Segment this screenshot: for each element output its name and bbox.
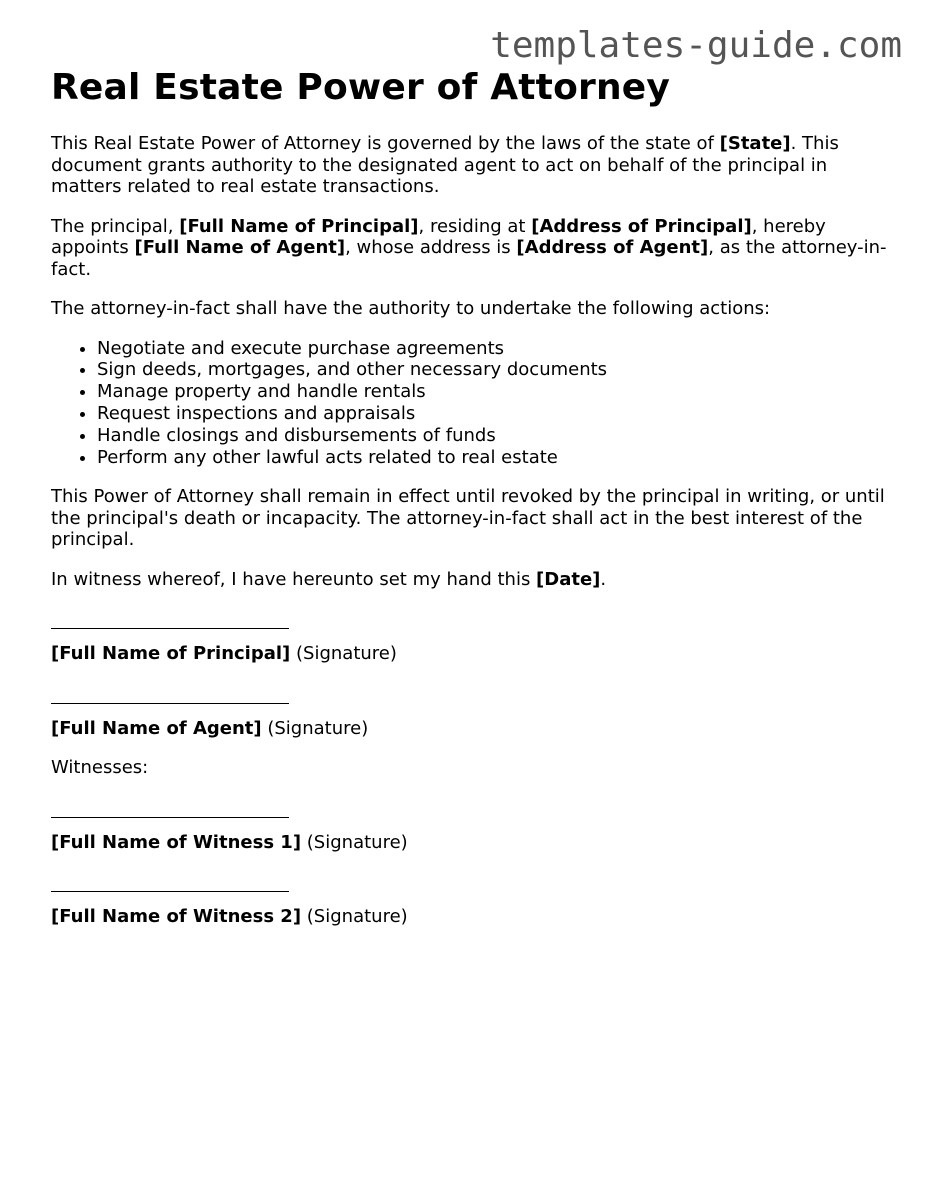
witness-clause-text-2: . [600, 568, 607, 590]
intro-text-1: This Real Estate Power of Attorney is governed by the laws of the state of [51, 133, 720, 155]
witness1-signature-label [51, 832, 891, 854]
principal-signature-line[interactable] [51, 628, 289, 629]
signature-suffix: (Signature) [290, 643, 397, 665]
list-item: • Manage property and handle rentals [97, 381, 891, 403]
authority-intro: The attorney-in-fact shall have the authority to undertake the following actions: [51, 298, 771, 320]
signature-suffix: (Signature) [301, 906, 408, 928]
witness-clause [51, 569, 891, 591]
witness2-signature-label [51, 906, 891, 928]
appointment-paragraph [51, 216, 891, 281]
agent-signature-line[interactable] [51, 703, 289, 704]
appointment-text-5: , as the attorney-in-fact. [51, 237, 887, 280]
appointment-text-3: , hereby appoints [51, 215, 826, 259]
document-body [51, 66, 891, 928]
witnesses-label: Witnesses: [51, 757, 149, 779]
agent-address-placeholder: [Address of Agent] [516, 237, 709, 259]
witness1-signature-name: [Full Name of Witness 1] [51, 831, 302, 853]
witness-clause-text-1: In witness whereof, I have hereunto set my hand this [51, 568, 537, 590]
witness2-signature-line[interactable] [51, 891, 289, 892]
watermark-text: templates-guide.com [490, 25, 902, 66]
principal-address-placeholder: [Address of Principal] [531, 215, 752, 237]
list-item: • Handle closings and disbursements of funds [97, 425, 891, 447]
principal-signature-name: [Full Name of Principal] [51, 643, 291, 665]
document-title: Real Estate Power of Attorney [51, 67, 671, 108]
list-item: • Request inspections and appraisals [97, 403, 891, 425]
list-item: • Negotiate and execute purchase agreements [97, 338, 891, 360]
state-placeholder: [State] [719, 133, 791, 155]
principal-name-placeholder: [Full Name of Principal] [179, 215, 419, 237]
witness1-signature-line[interactable] [51, 817, 289, 818]
agent-signature-label [51, 718, 891, 740]
agent-signature-name: [Full Name of Agent] [51, 717, 262, 739]
intro-text-2: . This document grants authority to the designated agent to act on behalf of the principal in matters related to real estate transactions. [51, 133, 839, 198]
list-item: • Sign deeds, mortgages, and other necessary documents [97, 359, 891, 381]
intro-paragraph [51, 133, 891, 198]
date-placeholder: [Date] [536, 568, 601, 590]
principal-signature-label [51, 643, 891, 665]
signature-suffix: (Signature) [301, 831, 408, 853]
signature-suffix: (Signature) [261, 717, 369, 739]
duration-paragraph: This Power of Attorney shall remain in effect until revoked by the principal in writing, or until the principal's death or incapacity. The attorney-in-fact shall act in the best interest of the principal. [51, 486, 885, 551]
appointment-text-4: , whose address is [345, 237, 517, 259]
list-item: • Perform any other lawful acts related to real estate [97, 447, 891, 469]
appointment-text-2: , residing at [418, 215, 532, 237]
actions-list [51, 338, 891, 469]
witness2-signature-name: [Full Name of Witness 2] [51, 906, 302, 928]
appointment-text-1: The principal, [51, 215, 180, 237]
agent-name-placeholder: [Full Name of Agent] [134, 237, 346, 259]
